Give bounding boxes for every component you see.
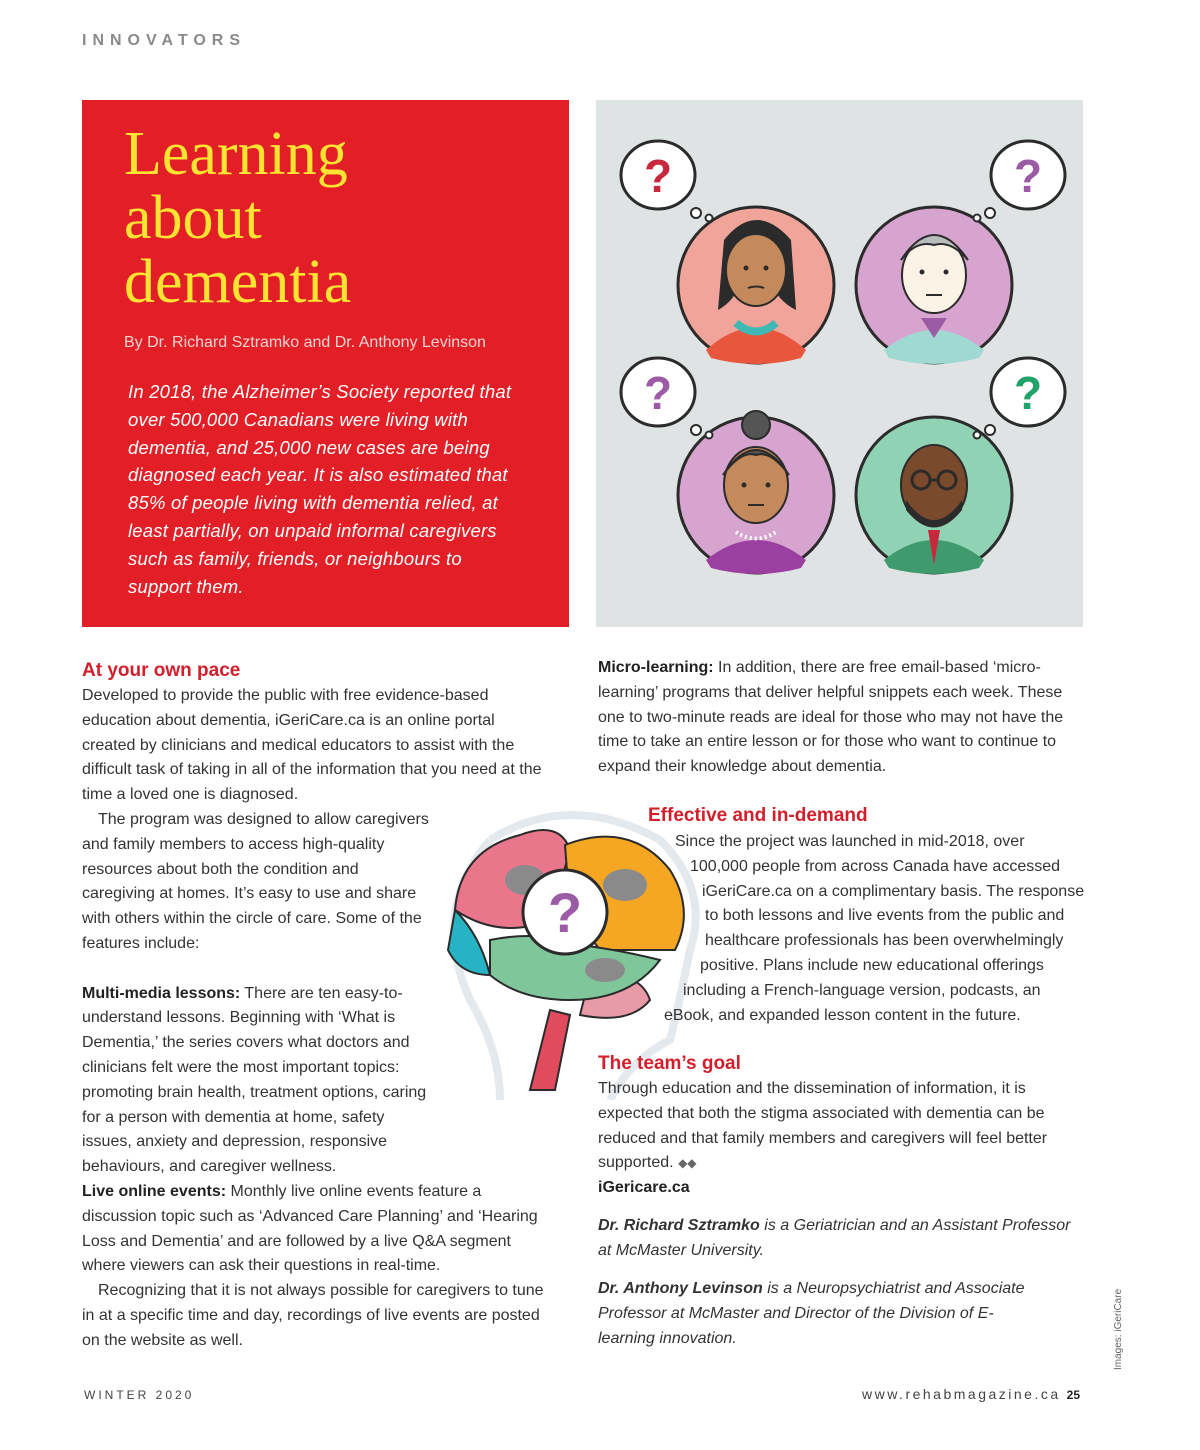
- paragraph-text: There are ten easy-to-understand lessons. Beginning with ‘What is Dementia,’ the series covers what doctors and clinicians felt were the most important topics: promoting brain health, treatment options, caring for a person with dementia at home, safety issues, anxiety and depression, responsive behaviours, and caregiver wellness.: [82, 984, 427, 1176]
- bio-text: is a Neuropsychiatrist and Associate Professor at McMaster and Director of the Division of E-learning innovation.: [598, 1280, 1025, 1347]
- paragraph-text: Monthly live online events feature a discussion topic such as ‘Advanced Care Planning’ and ‘Hearing Loss and Dementia’ and are followed by a live Q&A segment where viewers can ask their questions in real-time.: [82, 1183, 538, 1275]
- article-title: [124, 122, 544, 314]
- bearded-man-avatar-icon: [856, 417, 1012, 574]
- question-bubble-icon: [974, 358, 1066, 439]
- text-line: eBook, and expanded lesson content in the future.: [664, 1006, 1021, 1024]
- heading-effective: Effective and in-demand: [648, 805, 868, 826]
- bio-text: is a Geriatrician and an Assistant Professor at McMaster University.: [598, 1217, 1071, 1259]
- text-line: to both lessons and live events from the public and: [705, 907, 1065, 925]
- micro-learning-paragraph: [598, 656, 1068, 780]
- image-credit: Images: iGeriCare: [1113, 1288, 1124, 1370]
- page-number: 25: [1066, 1388, 1080, 1402]
- text-line: healthcare professionals has been overwhelmingly: [705, 932, 1064, 950]
- paragraph: Recognizing that it is not always possible for caregivers to tune in at a specific time and day, recordings of live events are posted on the website as well.: [82, 1282, 544, 1349]
- heading-team-goal: The team’s goal: [598, 1053, 741, 1074]
- title-line: Learning: [124, 120, 348, 188]
- paragraph-text: Through education and the dissemination of information, it is expected that both the stigma associated with dementia can be reduced and that family members and caregivers will feel better supported.: [598, 1080, 1048, 1172]
- title-line: about: [124, 184, 262, 252]
- svg-text:?: ?: [1013, 150, 1043, 202]
- end-mark-icon: ◆◆: [678, 1156, 697, 1171]
- svg-text:?: ?: [643, 150, 673, 202]
- woman-avatar-icon: [678, 207, 834, 364]
- svg-text:?: ?: [1013, 367, 1043, 419]
- question-bubble-icon: [974, 141, 1066, 222]
- live-events-paragraph: [82, 1180, 547, 1279]
- term-label: Multi-media lessons:: [82, 984, 241, 1002]
- footer-site: [862, 1386, 1080, 1402]
- text-line: positive. Plans include new educational offerings: [700, 956, 1044, 974]
- effective-paragraph: [0, 830, 1200, 1028]
- byline: By Dr. Richard Sztramko and Dr. Anthony Levinson: [124, 334, 486, 351]
- goal-paragraph: [598, 1077, 1053, 1176]
- lede-paragraph: In 2018, the Alzheimer’s Society reported that over 500,000 Canadians were living with dementia, and 25,000 new cases are being diagnosed each year. It is also estimated that 85% of people living with dementia relied, at least partially, on unpaid informal caregivers such as family, friends, or neighbours to support them.: [128, 381, 512, 597]
- text-line: iGeriCare.ca on a complimentary basis. The response: [702, 882, 1085, 900]
- question-bubble-icon: [621, 141, 713, 222]
- right-column: [598, 656, 1068, 780]
- left-column: [82, 658, 542, 808]
- hero-panel: [82, 100, 569, 627]
- svg-text:?: ?: [643, 367, 673, 419]
- author-name: Dr. Anthony Levinson: [598, 1280, 763, 1297]
- issue-label: WINTER 2020: [84, 1388, 195, 1402]
- footer-url: www.rehabmagazine.ca: [862, 1386, 1061, 1402]
- text-line: including a French-language version, podcasts, an: [683, 981, 1041, 999]
- elderly-man-avatar-icon: [856, 207, 1012, 364]
- illustration-panel: [596, 100, 1083, 627]
- heading-own-pace: At your own pace: [82, 660, 241, 681]
- svg-text:?: ?: [547, 881, 583, 944]
- title-line: dementia: [124, 248, 352, 316]
- goal-section: [598, 1051, 1053, 1201]
- paragraph: The program was designed to allow caregivers and family members to access high-quality resources about both the condition and caregiving at homes. It’s easy to use and share with others within the circle of care. Some of the features include:: [82, 811, 429, 952]
- text-line: Since the project was launched in mid-2018, over: [675, 833, 1025, 850]
- left-column-lower: [82, 1180, 547, 1354]
- author-bio: [598, 1214, 1078, 1264]
- author-name: Dr. Richard Sztramko: [598, 1217, 760, 1234]
- term-label: Micro-learning:: [598, 659, 714, 676]
- section-label: INNOVATORS: [82, 32, 247, 49]
- paragraph: Developed to provide the public with free evidence-based education about dementia, iGeriCare.ca is an online portal created by clinicians and medical educators to assist with the difficult task of taking in all of the information that you need at the time a loved one is diagnosed.: [82, 687, 542, 804]
- question-bubble-icon: [621, 358, 713, 439]
- website-link[interactable]: iGericare.ca: [598, 1179, 690, 1197]
- people-illustration: [596, 100, 1083, 627]
- text-line: 100,000 people from across Canada have accessed: [690, 857, 1061, 875]
- paragraph-text: In addition, there are free email-based ‘micro-learning’ programs that deliver helpful snippets each week. These one to two-minute reads are ideal for those who may not have the time to take an entire lesson or for those who want to continue to expand their knowledge about dementia.: [598, 659, 1064, 776]
- older-woman-avatar-icon: [678, 411, 834, 574]
- term-label: Live online events:: [82, 1183, 227, 1200]
- author-bio: [598, 1277, 1038, 1351]
